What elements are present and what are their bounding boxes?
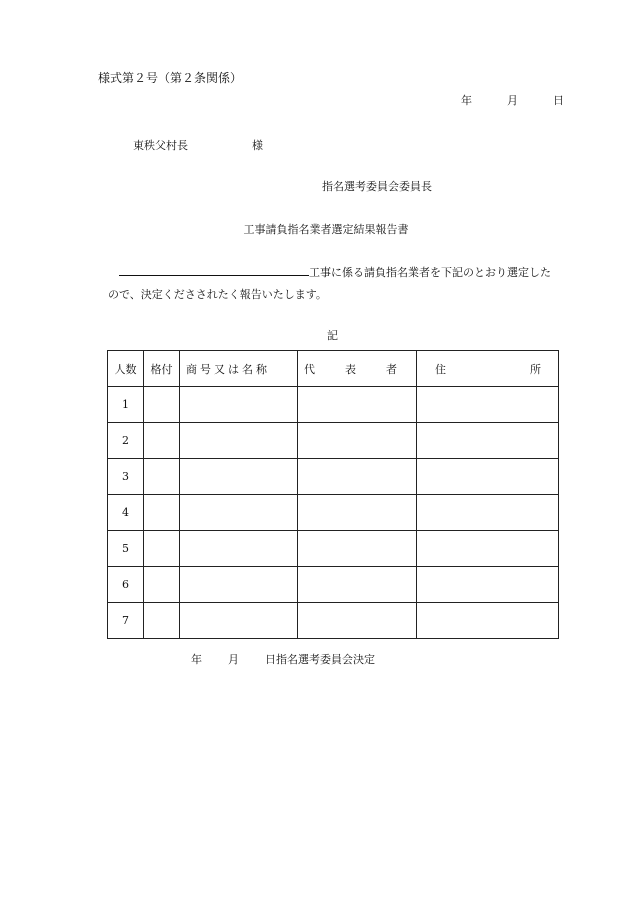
header-count: 人数	[108, 351, 144, 387]
address-cell[interactable]	[417, 387, 559, 423]
rank-cell[interactable]	[144, 459, 180, 495]
name-cell[interactable]	[180, 459, 298, 495]
body-line-1-text: 工事に係る請負指名業者を下記のとおり選定した	[309, 266, 551, 279]
row-number: 5	[108, 531, 144, 567]
body-line-1	[119, 263, 551, 280]
header-representative	[298, 351, 417, 387]
table-row	[108, 531, 559, 567]
rank-cell[interactable]	[144, 495, 180, 531]
recipient-name: 東秩父村長	[133, 139, 188, 152]
table-header-row	[108, 351, 559, 387]
table-row	[108, 495, 559, 531]
date-year: 年	[461, 94, 472, 107]
address-cell[interactable]	[417, 531, 559, 567]
address-cell[interactable]	[417, 567, 559, 603]
address-cell[interactable]	[417, 459, 559, 495]
representative-cell[interactable]	[298, 387, 417, 423]
header-address	[417, 351, 559, 387]
rank-cell[interactable]	[144, 423, 180, 459]
header-rep-2: 表	[345, 362, 356, 376]
decision-month: 月	[228, 653, 239, 666]
row-number: 6	[108, 567, 144, 603]
date-month: 月	[507, 94, 518, 107]
table-row	[108, 459, 559, 495]
decision-line	[191, 651, 375, 667]
sender: 指名選考委員会委員長	[322, 180, 432, 193]
address-cell[interactable]	[417, 495, 559, 531]
table-row	[108, 423, 559, 459]
name-cell[interactable]	[180, 567, 298, 603]
recipient-honorific: 様	[252, 139, 263, 152]
body-line-2: ので、決定くださされたく報告いたします。	[108, 288, 327, 301]
rank-cell[interactable]	[144, 531, 180, 567]
rank-cell[interactable]	[144, 387, 180, 423]
name-cell[interactable]	[180, 495, 298, 531]
table-row	[108, 567, 559, 603]
header-name: 商号又は名称	[180, 351, 298, 387]
row-number: 2	[108, 423, 144, 459]
table-row	[108, 603, 559, 639]
project-name-blank[interactable]	[119, 263, 309, 276]
rank-cell[interactable]	[144, 603, 180, 639]
name-cell[interactable]	[180, 387, 298, 423]
decision-year: 年	[191, 653, 202, 666]
representative-cell[interactable]	[298, 531, 417, 567]
header-rep-1: 代	[304, 362, 315, 376]
ki-heading: 記	[327, 329, 338, 342]
representative-cell[interactable]	[298, 603, 417, 639]
row-number: 1	[108, 387, 144, 423]
row-number: 7	[108, 603, 144, 639]
date-header	[461, 92, 564, 108]
recipient	[133, 137, 263, 153]
name-cell[interactable]	[180, 423, 298, 459]
form-number: 様式第２号（第２条関係）	[98, 71, 243, 85]
rank-cell[interactable]	[144, 567, 180, 603]
representative-cell[interactable]	[298, 423, 417, 459]
header-rank: 格付	[144, 351, 180, 387]
name-cell[interactable]	[180, 531, 298, 567]
contractor-table	[107, 350, 559, 639]
address-cell[interactable]	[417, 603, 559, 639]
header-addr-1: 住	[435, 362, 446, 376]
header-rep-3: 者	[386, 362, 397, 376]
table-row	[108, 387, 559, 423]
address-cell[interactable]	[417, 423, 559, 459]
row-number: 3	[108, 459, 144, 495]
document-title: 工事請負指名業者選定結果報告書	[243, 223, 409, 236]
representative-cell[interactable]	[298, 567, 417, 603]
name-cell[interactable]	[180, 603, 298, 639]
representative-cell[interactable]	[298, 495, 417, 531]
row-number: 4	[108, 495, 144, 531]
header-addr-2: 所	[530, 362, 541, 376]
decision-text: 日指名選考委員会決定	[265, 653, 375, 666]
representative-cell[interactable]	[298, 459, 417, 495]
date-day: 日	[553, 94, 564, 107]
